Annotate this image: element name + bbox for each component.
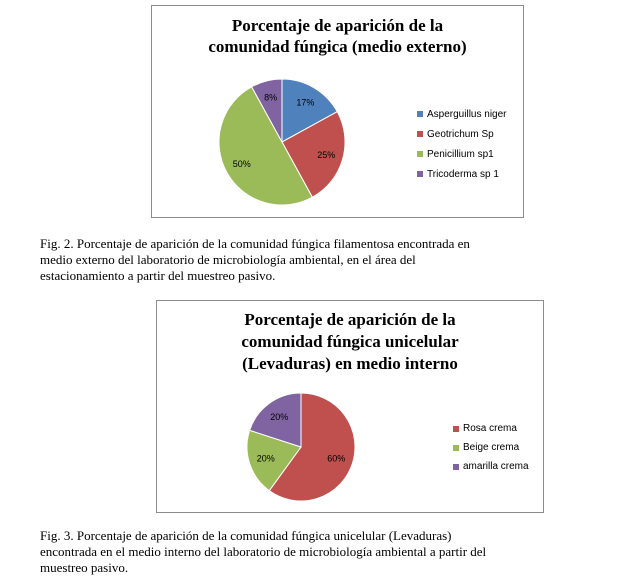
caption-1-line-2: medio externo del laboratorio de microbiología ambiental, en el área del: [40, 252, 416, 267]
chart-2-data-label-amarilla-crema: 20%: [270, 412, 289, 423]
chart-2-title-line3: (Levaduras) en medio interno: [242, 354, 458, 373]
chart-1-legend: [417, 104, 507, 184]
caption-1-line-1: Fig. 2. Porcentaje de aparición de la comunidad fúngica filamentosa encontrada en: [40, 236, 470, 251]
chart-1-data-label-geotrichum-sp: 25%: [317, 149, 336, 160]
chart-2-title-line2: comunidad fúngica unicelular: [241, 332, 459, 351]
chart-1-title-line1: Porcentaje de aparición de la: [231, 16, 444, 35]
chart-1-legend-item-tricoderma-sp-1: [417, 164, 507, 184]
chart-1-legend-label-geotrichum-sp: Geotrichum Sp: [427, 128, 494, 140]
caption-2-line-3: muestreo pasivo.: [40, 560, 129, 575]
caption-2-line-1: Fig. 3. Porcentaje de aparición de la comunidad fúngica unicelular (Levaduras): [40, 528, 452, 543]
figure-3-caption: [40, 528, 572, 576]
caption-1-line-3: estacionamiento a partir del muestreo pasivo.: [40, 268, 276, 283]
chart-2-legend-swatch-amarilla-crema: [453, 464, 459, 470]
chart-2-legend-label-rosa-crema: Rosa crema: [463, 423, 517, 434]
chart-1-legend-swatch-asperguillus-niger: [417, 111, 423, 117]
chart-1-legend-swatch-tricoderma-sp-1: [417, 171, 423, 177]
chart-1-legend-label-penicillium-sp1: Penicillium sp1: [427, 148, 494, 160]
chart-2-title-line1: Porcentaje de aparición de la: [244, 310, 456, 329]
chart-2-legend-swatch-rosa-crema: [453, 426, 459, 432]
chart-1-data-label-penicillium-sp1: 50%: [232, 159, 251, 170]
chart-1-legend-swatch-penicillium-sp1: [417, 151, 423, 157]
chart-1-frame: [151, 5, 524, 218]
chart-1-legend-item-asperguillus-niger: [417, 104, 507, 124]
chart-1-title-line2: comunidad fúngica (medio externo): [208, 37, 467, 56]
chart-2-data-label-beige-crema: 20%: [256, 453, 275, 464]
chart-1-data-label-tricoderma-sp-1: 8%: [264, 92, 278, 103]
chart-2-legend-item-rosa-crema: [453, 419, 529, 438]
chart-2-legend-swatch-beige-crema: [453, 445, 459, 451]
chart-1-legend-label-asperguillus-niger: Asperguillus niger: [427, 108, 507, 120]
figure-2-caption: [40, 236, 565, 284]
chart-2-legend-item-beige-crema: [453, 438, 529, 457]
chart-1-legend-item-geotrichum-sp: [417, 124, 507, 144]
chart-2-legend-label-beige-crema: Beige crema: [463, 442, 520, 453]
chart-2-pie: [157, 301, 543, 512]
chart-2-legend-label-amarilla-crema: amarilla crema: [463, 461, 529, 472]
chart-2-legend: [453, 419, 529, 476]
caption-2-line-2: encontrada en el medio interno del laboratorio de microbiología ambiental a partir del: [40, 544, 487, 559]
chart-1-legend-label-tricoderma-sp-1: Tricoderma sp 1: [427, 168, 499, 180]
chart-2-data-label-rosa-crema: 60%: [327, 453, 346, 464]
chart-2-frame: [156, 300, 544, 513]
chart-2-legend-item-amarilla-crema: [453, 457, 529, 476]
chart-1-data-label-asperguillus-niger: 17%: [296, 97, 315, 108]
chart-1-legend-item-penicillium-sp1: [417, 144, 507, 164]
chart-1-legend-swatch-geotrichum-sp: [417, 131, 423, 137]
